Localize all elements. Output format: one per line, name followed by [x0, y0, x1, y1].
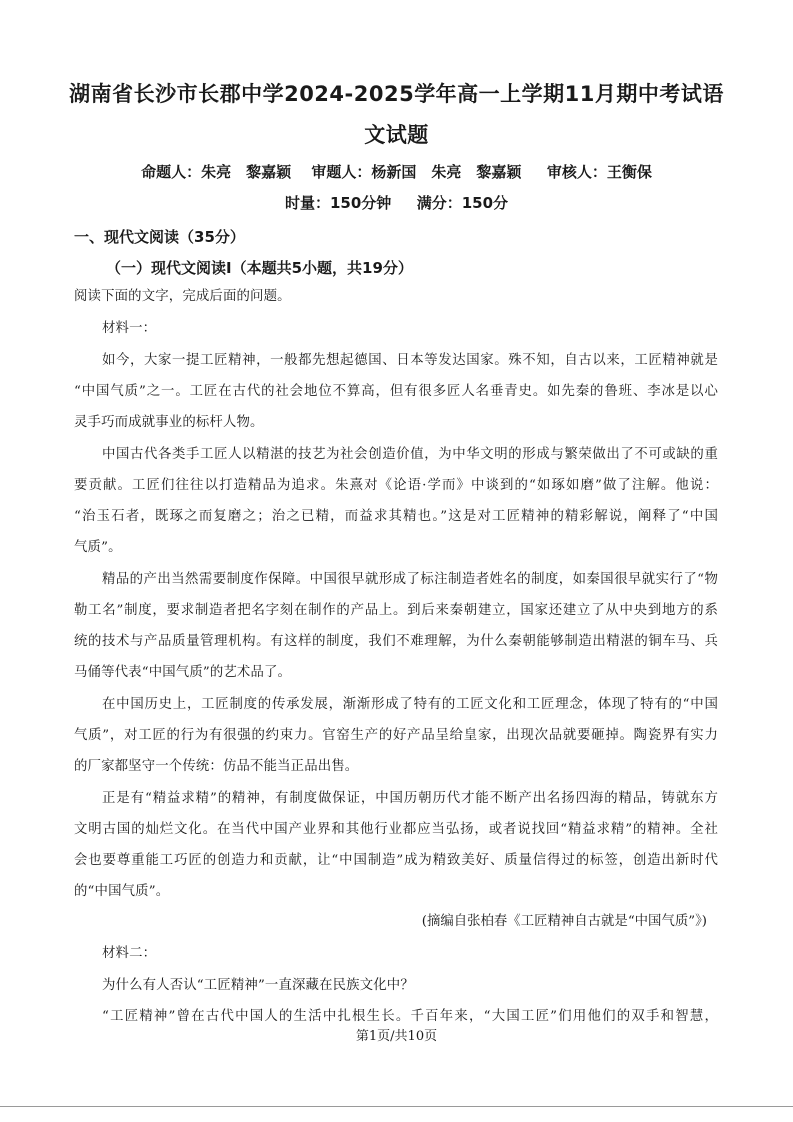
paragraph-line: 的“中国气质”。: [74, 884, 170, 899]
paragraph-line: 会也要尊重能工巧匠的创造力和贡献，让“中国制造”成为精致美好、质量信得过的标签，创造出新时代: [74, 853, 718, 868]
paragraph-line: 要贡献。工匠们往往以打造精品为追求。朱熹对《论语·学而》中谈到的“如琢如磨”做了注解。他说：: [74, 478, 718, 493]
exam-title-line-2: 文试题: [364, 123, 429, 147]
section-heading: 一、现代文阅读（35分）: [74, 228, 245, 246]
material1-label: 材料一：: [102, 321, 157, 336]
paragraph-line: 在中国历史上，工匠制度的传承发展，渐渐形成了特有的工匠文化和工匠理念，体现了特有的“中国: [102, 697, 718, 712]
paragraph-line: 的厂家都坚守一个传统：仿品不能当正品出售。: [74, 759, 359, 774]
paragraph-line: 气质”。: [74, 540, 122, 555]
paragraph-line: 中国古代各类手工匠人以精湛的技艺为社会创造价值，为中华文明的形成与繁荣做出了不可或缺的重: [102, 447, 718, 462]
paragraph-line: 马俑等代表“中国气质”的艺术品了。: [74, 665, 292, 680]
page-number: 第1页/共10页: [355, 1029, 438, 1044]
paragraph-line: 灵手巧而成就事业的标杆人物。: [74, 415, 264, 430]
paragraph-line: 为什么有人否认“工匠精神”一直深藏在民族文化中？: [102, 978, 414, 993]
exam-title-line-1: 湖南省长沙市长郡中学2024-2025学年高一上学期11月期中考试语: [69, 82, 724, 106]
paragraph-line: “工匠精神”曾在古代中国人的生活中扎根生长。千百年来，“大国工匠”们用他们的双手和智慧，: [102, 1009, 718, 1024]
paragraph-line: 如今，大家一提工匠精神，一般都先想起德国、日本等发达国家。殊不知，自古以来，工匠精神就是: [102, 353, 718, 368]
instruction: 阅读下面的文字，完成后面的问题。: [74, 289, 291, 304]
paragraph-line: 文明古国的灿烂文化。在当代中国产业界和其他行业都应当弘扬，或者说找回“精益求精”的精神。全社: [74, 822, 718, 837]
time-score-line: 时量：150分钟 满分：150分: [284, 194, 509, 212]
subsection-heading: （一）现代文阅读Ⅰ（本题共5小题，共19分）: [106, 259, 413, 277]
paragraph-line: 统的技术与产品质量管理机构。有这样的制度，我们不难理解，为什么秦朝能够制造出精湛的铜车马、兵: [74, 634, 718, 649]
paragraph-line: 精品的产出当然需要制度作保障。中国很早就形成了标注制造者姓名的制度，如秦国很早就实行了“物: [102, 572, 718, 587]
paragraph-line: 气质”，对工匠的行为有很强的约束力。官窑生产的好产品呈给皇家，出现次品就要砸掉。陶瓷界有实力: [74, 728, 718, 743]
material2-label: 材料二：: [102, 946, 157, 961]
paragraph-line: “治玉石者，既琢之而复磨之；治之已精，而益求其精也。”这是对工匠精神的精彩解说，阐释了“中国: [74, 509, 718, 524]
bottom-divider: [0, 1106, 793, 1107]
paragraph-line: 勒工名”制度，要求制造者把名字刻在制作的产品上。到后来秦朝建立，国家还建立了从中央到地方的系: [74, 603, 718, 618]
paragraph-line: “中国气质”之一。工匠在古代的社会地位不算高，但有很多匠人名垂青史。如先秦的鲁班、李冰是以心: [74, 384, 718, 399]
material1-source: (摘编自张柏春《工匠精神自古就是“中国气质”》): [421, 914, 707, 929]
authors-line: 命题人：朱亮 黎嘉颖 审题人：杨新国 朱亮 黎嘉颖 审核人：王衡保: [141, 163, 652, 181]
paragraph-line: 正是有“精益求精”的精神，有制度做保证，中国历朝历代才能不断产出名扬四海的精品，铸就东方: [102, 791, 718, 806]
